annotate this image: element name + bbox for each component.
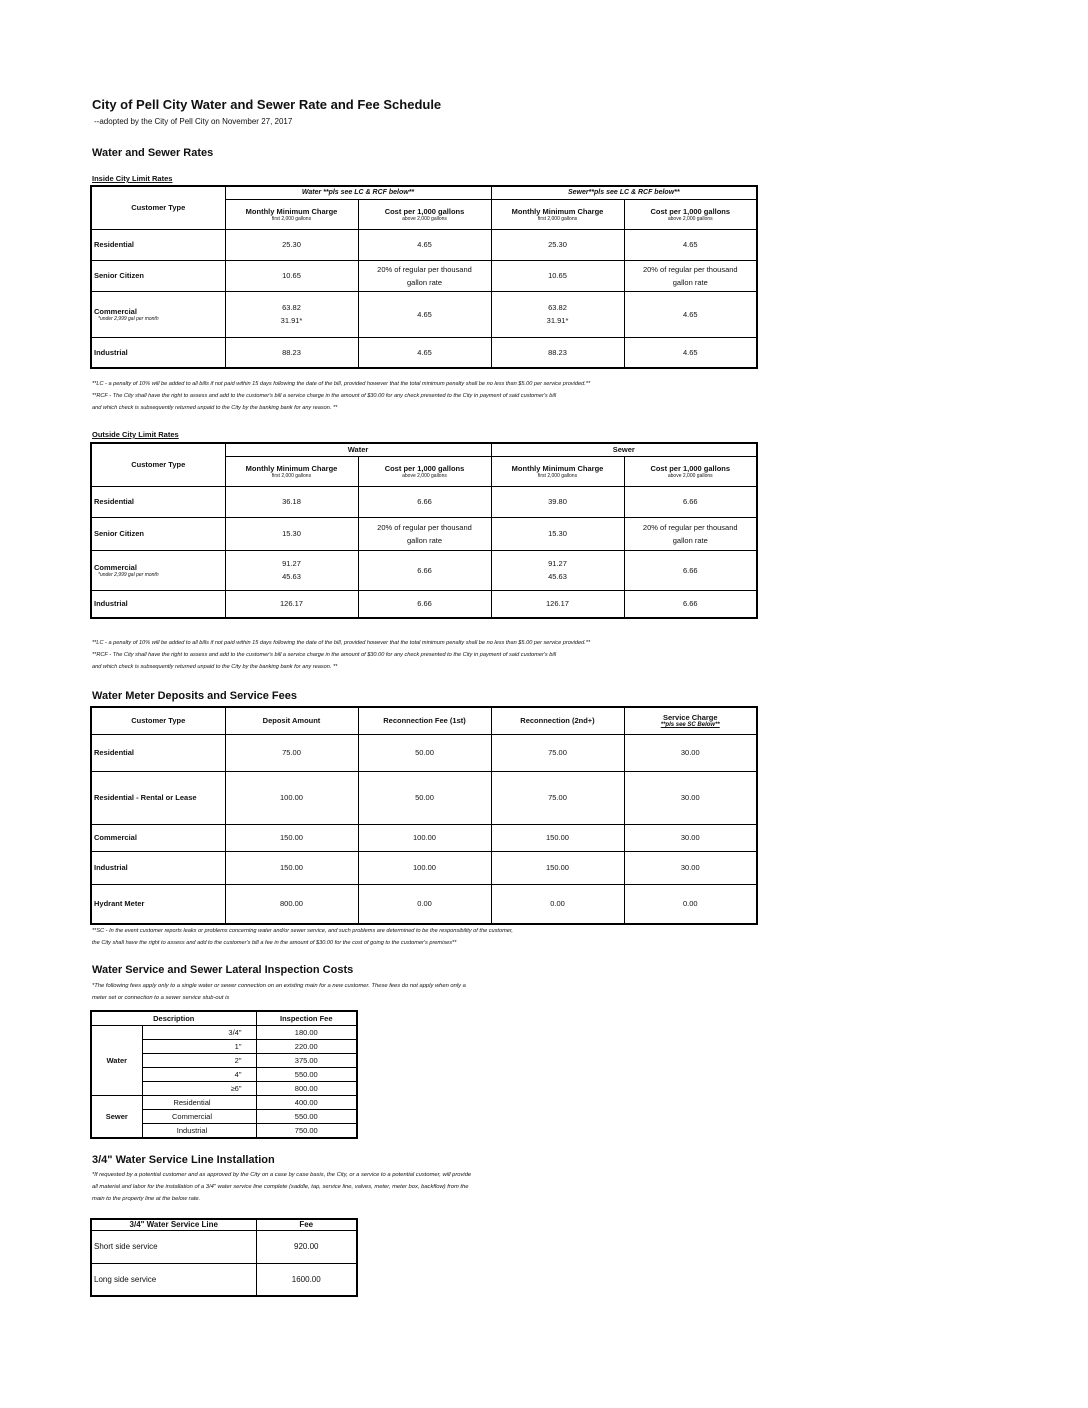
customer-type-header: Customer Type [91, 443, 225, 486]
rcf-note-2-2: and which check is subsequently returned unpaid to the City by the banking bank for any reason. ** [92, 664, 338, 670]
svc-desc: Short side service [91, 1230, 256, 1263]
table-row [91, 486, 757, 517]
s-cost-cell [624, 550, 757, 590]
w-cost-value-2: gallon rate [406, 535, 443, 545]
w-min-cell [225, 291, 358, 337]
table-row [91, 824, 757, 851]
table-row [91, 771, 757, 824]
w-min-value: 126.17 [280, 599, 303, 609]
s-min-cell [491, 229, 624, 260]
dep-rec2: 0.00 [491, 884, 624, 924]
water-size: 1" [142, 1040, 256, 1054]
w-min-value: 88.23 [282, 347, 301, 357]
customer-type-cell [91, 260, 225, 291]
w-min-value-2: 31.91* [280, 316, 303, 325]
s-min-cell [491, 337, 624, 368]
insp-header-desc: Description [91, 1011, 256, 1026]
w-cost-cell [358, 260, 491, 291]
sewer-fee: 750.00 [256, 1124, 357, 1139]
table-row [91, 517, 757, 550]
w-min-cell [225, 260, 358, 291]
table-row [91, 884, 757, 924]
sewer-size: Residential [142, 1096, 256, 1110]
s-cost-value: 20% of regular per thousand [642, 522, 738, 532]
dep-sc: 30.00 [624, 824, 757, 851]
w-min-cell [225, 550, 358, 590]
dep-rec1: 100.00 [358, 824, 491, 851]
service-line-heading: 3/4" Water Service Line Installation [92, 1154, 275, 1166]
table-row [91, 851, 757, 884]
water-size: 4" [142, 1068, 256, 1082]
customer-type: Commercial [94, 562, 137, 572]
sewer-fee: 550.00 [256, 1110, 357, 1124]
dep-sc: 30.00 [624, 851, 757, 884]
s-min-value: 126.17 [546, 599, 569, 609]
s-cost-value: 6.66 [682, 599, 698, 609]
sewer-min-header: Monthly Minimum Charge first 2,000 gallons [491, 456, 624, 486]
table-row [91, 734, 757, 771]
inspection-note: *The following fees apply only to a single water or sewer connection on an existing main for a new customer. These fees do not apply when only a meter set or connection to a sewer service stub-out is [92, 983, 466, 1001]
s-min-value: 88.23 [548, 347, 567, 357]
sewer-fee: 400.00 [256, 1096, 357, 1110]
w-cost-value: 20% of regular per thousand [377, 264, 472, 274]
w-cost-cell [358, 486, 491, 517]
inspection-body [91, 1026, 357, 1139]
s-cost-value: 4.65 [682, 347, 698, 357]
customer-type: Residential [94, 497, 135, 506]
water-group-header: Water [225, 443, 491, 456]
svc-fee: 1600.00 [256, 1263, 357, 1296]
w-cost-cell [358, 550, 491, 590]
dep-type: Commercial [91, 824, 225, 851]
dep-deposit: 100.00 [225, 771, 358, 824]
w-min-value: 63.82 [282, 303, 301, 312]
sewer-cost-header: Cost per 1,000 gallons above 2,000 gallons [624, 456, 757, 486]
water-fee: 375.00 [256, 1054, 357, 1068]
water-size: 3/4" [142, 1026, 256, 1040]
dep-rec2: 150.00 [491, 851, 624, 884]
table-row [91, 550, 757, 590]
dep-type: Industrial [91, 851, 225, 884]
table-row [91, 260, 757, 291]
svc-fee: 920.00 [256, 1230, 357, 1263]
water-size: 2" [142, 1054, 256, 1068]
customer-type: Senior Citizen [94, 271, 145, 280]
sewer-group-header: Sewer**pls see LC & RCF below** [491, 186, 757, 199]
s-min-value: 63.82 [548, 303, 567, 312]
insp-header-fee: Inspection Fee [256, 1011, 357, 1026]
s-cost-cell [624, 337, 757, 368]
svc-header-desc: 3/4" Water Service Line [91, 1219, 256, 1230]
w-min-cell [225, 229, 358, 260]
s-cost-cell [624, 260, 757, 291]
w-cost-cell [358, 590, 491, 618]
inspection-heading: Water Service and Sewer Lateral Inspection Costs [92, 964, 354, 976]
s-min-value: 39.80 [548, 497, 567, 506]
s-min-value: 10.65 [548, 271, 567, 280]
svc-header-fee: Fee [256, 1219, 357, 1230]
s-cost-cell [624, 291, 757, 337]
table-row [91, 590, 757, 618]
water-group-label: Water [91, 1026, 142, 1096]
dep-rec1: 50.00 [358, 734, 491, 771]
outside-rates-label: Outside City Limit Rates [92, 430, 179, 439]
w-min-value: 15.30 [282, 529, 301, 538]
w-cost-value: 4.65 [417, 347, 432, 357]
dep-sc: 30.00 [624, 771, 757, 824]
dep-type: Residential [91, 734, 225, 771]
inside-rates-body [91, 229, 757, 368]
w-min-value: 25.30 [282, 240, 301, 249]
customer-type-cell [91, 590, 225, 618]
dep-sc: 0.00 [624, 884, 757, 924]
customer-type: Industrial [94, 599, 128, 609]
dep-rec1: 100.00 [358, 851, 491, 884]
dep-header-deposit: Deposit Amount [225, 707, 358, 734]
s-cost-value-2: gallon rate [672, 277, 708, 287]
s-cost-value: 6.66 [682, 497, 698, 506]
s-min-cell [491, 517, 624, 550]
s-cost-value: 20% of regular per thousand [642, 264, 738, 274]
w-cost-cell [358, 337, 491, 368]
customer-type-cell [91, 550, 225, 590]
deposits-body [91, 734, 757, 924]
customer-type-note: *under 2,999 gal per month [98, 315, 159, 322]
s-min-value: 25.30 [548, 240, 567, 249]
dep-deposit: 75.00 [225, 734, 358, 771]
s-cost-value: 4.65 [682, 240, 698, 249]
dep-rec1: 50.00 [358, 771, 491, 824]
customer-type: Senior Citizen [94, 529, 145, 538]
dep-header-type: Customer Type [91, 707, 225, 734]
dep-rec2: 75.00 [491, 734, 624, 771]
customer-type-cell [91, 486, 225, 517]
outside-rates-table [90, 442, 758, 619]
dep-header-sc: Service Charge **pls see SC Below** [624, 707, 757, 734]
rcf-note-2: and which check is subsequently returned unpaid to the City by the banking bank for any reason. ** [92, 405, 338, 411]
page-title: City of Pell City Water and Sewer Rate and Fee Schedule [92, 97, 442, 112]
sewer-size: Industrial [142, 1124, 256, 1139]
water-size: ≥6" [142, 1082, 256, 1096]
s-min-cell [491, 550, 624, 590]
w-min-value-2: 45.63 [282, 572, 301, 581]
service-line-table [90, 1218, 358, 1297]
water-fee: 550.00 [256, 1068, 357, 1082]
table-row [91, 229, 757, 260]
sc-note-2: the City shall have the right to assess and add to the customer's bill a fee in the amount of $30.00 for the cost of going to the customer's premises** [92, 940, 457, 946]
w-cost-value-2: gallon rate [406, 277, 443, 287]
water-fee: 180.00 [256, 1026, 357, 1040]
inside-rates-label: Inside City Limit Rates [92, 174, 173, 183]
s-cost-value: 4.65 [682, 309, 698, 319]
lc-note-2: **LC - a penalty of 10% will be added to all bills if not paid within 15 days following the date of the bill, provided however that the total minimum penalty shall be no less than $5.00 per service provided.** [92, 640, 591, 646]
s-min-cell [491, 486, 624, 517]
water-fee: 220.00 [256, 1040, 357, 1054]
table-row [91, 1230, 357, 1263]
dep-deposit: 150.00 [225, 851, 358, 884]
w-cost-value: 6.66 [417, 599, 432, 609]
customer-type-cell [91, 517, 225, 550]
table-row [91, 1263, 357, 1296]
table-row [91, 1026, 357, 1040]
customer-type-header: Customer Type [91, 186, 225, 229]
s-cost-cell [624, 590, 757, 618]
rates-heading: Water and Sewer Rates [92, 147, 214, 159]
customer-type: Industrial [94, 347, 128, 357]
customer-type-cell [91, 229, 225, 260]
customer-type: Commercial [94, 306, 137, 316]
customer-type-note: *under 2,999 gal per month [98, 571, 159, 578]
dep-type: Hydrant Meter [91, 884, 225, 924]
inspection-table [90, 1010, 358, 1139]
sewer-cost-header: Cost per 1,000 gallons above 2,000 gallons [624, 199, 757, 229]
deposits-table [90, 706, 758, 925]
water-fee: 800.00 [256, 1082, 357, 1096]
w-min-cell [225, 517, 358, 550]
table-row [91, 1096, 357, 1110]
s-min-cell [491, 291, 624, 337]
customer-type: Residential [94, 240, 135, 249]
w-cost-value: 6.66 [417, 565, 432, 575]
rcf-note-2-1: **RCF - The City shall have the right to assess and add to the customer's bill a service charge in the amount of $30.00 for any check presented to the City in payment of said customer's bill [92, 652, 557, 658]
page-subtitle: --adopted by the City of Pell City on November 27, 2017 [94, 117, 293, 126]
dep-type: Residential - Rental or Lease [91, 771, 225, 824]
dep-rec2: 150.00 [491, 824, 624, 851]
water-min-header: Monthly Minimum Charge first 2,000 gallons [225, 199, 358, 229]
w-cost-cell [358, 229, 491, 260]
dep-rec1: 0.00 [358, 884, 491, 924]
customer-type-cell [91, 337, 225, 368]
s-min-cell [491, 590, 624, 618]
water-cost-header: Cost per 1,000 gallons above 2,000 gallons [358, 456, 491, 486]
s-min-cell [491, 260, 624, 291]
dep-rec2: 75.00 [491, 771, 624, 824]
sewer-size: Commercial [142, 1110, 256, 1124]
w-cost-value: 6.66 [417, 497, 432, 506]
water-cost-header: Cost per 1,000 gallons above 2,000 gallons [358, 199, 491, 229]
sewer-group-header: Sewer [491, 443, 757, 456]
s-cost-value: 6.66 [682, 565, 698, 575]
sewer-min-header: Monthly Minimum Charge first 2,000 gallons [491, 199, 624, 229]
dep-header-rec1: Reconnection Fee (1st) [358, 707, 491, 734]
w-cost-value: 20% of regular per thousand [377, 522, 472, 532]
w-min-cell [225, 337, 358, 368]
s-min-value: 91.27 [548, 559, 567, 568]
w-min-value: 36.18 [282, 497, 301, 506]
customer-type-cell [91, 291, 225, 337]
sewer-group-label: Sewer [91, 1096, 142, 1139]
s-cost-cell [624, 486, 757, 517]
w-cost-cell [358, 291, 491, 337]
dep-deposit: 150.00 [225, 824, 358, 851]
dep-deposit: 800.00 [225, 884, 358, 924]
w-cost-value: 4.65 [417, 240, 432, 249]
s-min-value: 15.30 [548, 529, 567, 538]
s-cost-cell [624, 517, 757, 550]
outside-rates-body [91, 486, 757, 618]
inside-rates-table [90, 185, 758, 369]
svc-desc: Long side service [91, 1263, 256, 1296]
w-min-cell [225, 590, 358, 618]
w-min-cell [225, 486, 358, 517]
rcf-note-1: **RCF - The City shall have the right to assess and add to the customer's bill a service charge in the amount of $30.00 for any check presented to the City in payment of said customer's bill [92, 393, 557, 399]
water-min-header: Monthly Minimum Charge first 2,000 gallons [225, 456, 358, 486]
deposits-heading: Water Meter Deposits and Service Fees [92, 690, 298, 702]
sc-note-1: **SC - In the event customer reports leaks or problems concerning water and/or sewer service, and such problems are determined to be the responsibility of the customer, [92, 928, 513, 934]
table-row [91, 291, 757, 337]
lc-note: **LC - a penalty of 10% will be added to all bills if not paid within 15 days following the date of the bill, provided however that the total minimum penalty shall be no less than $5.00 per service provided.** [92, 381, 591, 387]
dep-sc: 30.00 [624, 734, 757, 771]
w-cost-value: 4.65 [417, 309, 432, 319]
w-min-value: 91.27 [282, 559, 301, 568]
w-cost-cell [358, 517, 491, 550]
s-cost-cell [624, 229, 757, 260]
service-line-note: *If requested by a potential customer and as approved by the City on a case by case basis, the City, or a service to a potential customer, will provide all material and labor for the installation of a 3/4" water service line complete (saddle, tap, service line, valves, meter, meter box, backflow) from the main to the property line at the below rate. [92, 1172, 472, 1202]
s-cost-value-2: gallon rate [672, 535, 708, 545]
dep-header-rec2: Reconnection (2nd+) [491, 707, 624, 734]
w-min-value: 10.65 [282, 271, 301, 280]
s-min-value-2: 45.63 [548, 572, 567, 581]
s-min-value-2: 31.91* [546, 316, 569, 325]
water-group-header: Water **pls see LC & RCF below** [225, 186, 491, 199]
table-row [91, 337, 757, 368]
